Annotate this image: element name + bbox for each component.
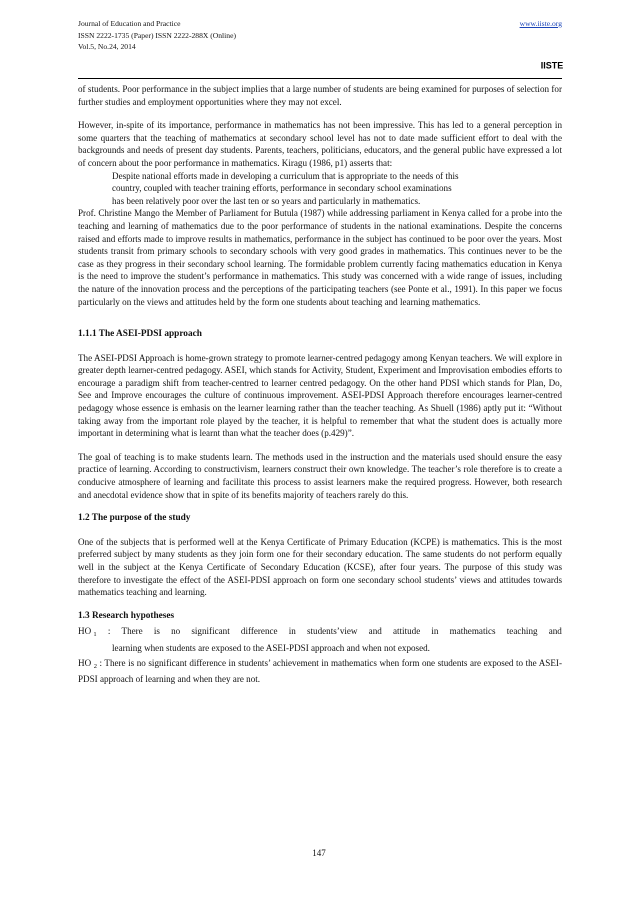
page-number: 147 xyxy=(312,848,326,858)
hypothesis-1-lead-line: HO $_1$ : There is no significant difference in students’view and attitude in mathematics teaching and xyxy=(78,625,562,642)
journal-name: Journal of Education and Practice xyxy=(78,19,181,28)
article-body xyxy=(78,83,562,686)
journal-volume: Vol.5, No.24, 2014 xyxy=(78,42,136,51)
paragraph: The goal of teaching is to make students learn. The methods used in the instruction and the materials used should ensure the easy practice of learning. According to constructivism, learners construct their own knowledge. The teacher’s role therefore is to create a conducive atmosphere of learning and facilitate this process to assist learners make the required progress. However, both research and anecdotal evidence show that in spite of its benefits majority of teachers rarely do this. xyxy=(78,451,562,500)
quote-line: Despite national efforts made in developing a curriculum that is appropriate to the needs of this xyxy=(112,170,459,181)
hypothesis-2-text: : There is no significant difference in students’ achievement in mathematics when form one students are exposed to the ASEI-PDSI approach of learning and when they are not. xyxy=(78,657,562,685)
hypothesis-label: HO $_2$ xyxy=(78,657,97,670)
paragraph: of students. Poor performance in the subject implies that a large number of students are being examined for purposes of selection for further studies and employment opportunities where they may not excel. xyxy=(78,84,562,107)
quote-line: has been relatively poor over the last ten or so years and particularly in mathematics. xyxy=(112,195,421,206)
paragraph: Prof. Christine Mango the Member of Parliament for Butula (1987) while addressing parliament in Kenya called for a probe into the teaching and learning of mathematics due to the poor performance of students in the national examinations. Despite the concerns raised and efforts made to improve results in mathematics, performance in the subject has continued to be poor over the years. Most students transit from primary schools to secondary schools with very good grades in mathematics. This continues never to be the case as they progress in their secondary school learning. The formidable problem currently facing mathematics education in Kenya is the need to improve the student’s performance in mathematics. This study was concerned with a wide range of issues, including the nature of the innovation process and the perceptions of the participating teachers (see Ponte et al., 1991). In this paper we focus particularly on the views and attitudes held by the form one students about teaching and learning mathematics. xyxy=(78,208,562,307)
hypothesis-1-continuation: learning when students are exposed to the ASEI-PDSI approach and when not exposed. xyxy=(112,642,430,653)
paragraph: However, in-spite of its importance, performance in mathematics has not been impressive. This has led to a general perception in some quarters that the teaching of mathematics at secondary school level has not to date made sufficient effort to deal with the backgrounds and needs of present day students. Parents, teachers, politicians, educators, and the general public have expressed a lot of concern about the poor performance in mathematics. Kiragu (1986, p1) asserts that: xyxy=(78,120,562,168)
journal-issn: ISSN 2222-1735 (Paper) ISSN 2222-288X (Online) xyxy=(78,30,236,40)
section-heading: 1.1.1 The ASEI-PDSI approach xyxy=(78,329,202,340)
hypothesis-label: HO $_1$ xyxy=(78,626,97,639)
journal-url-link[interactable]: www.iiste.org xyxy=(519,19,562,28)
quote-line: country, coupled with teacher training efforts, performance in secondary school examinations xyxy=(112,183,452,194)
hypothesis-1 xyxy=(78,625,562,654)
header-rule xyxy=(78,78,562,79)
paragraph: The ASEI-PDSI Approach is home-grown strategy to promote learner-centred pedagogy among Kenyan teachers. We will explore in greater depth learner-centred pedagogy. ASEI, which stands for Activity, Student, Experiment and Improvisation embodies efforts to encourage a paradigm shift from teacher-centred to learner centred pedagogy. On the other hand PDSI which stands for Plan, Do, See and Improve encourages the culture of continuous improvement. ASEI-PDSI Approach therefore encourages learner-centred pedagogy whose essence is emhasis on the learner learning rather than the teacher teaching. As Shuell (1986) aptly put it: “Without taking away from the important role played by the teacher, it is helpful to remember that what the student does is actually more important in determining what is learnt than what the teacher does (p.429)”. xyxy=(78,352,562,439)
iiste-logo-icon xyxy=(541,56,563,72)
section-heading: 1.3 Research hypotheses xyxy=(78,610,175,621)
logo-text: IISTE xyxy=(541,60,563,71)
block-quote xyxy=(112,170,532,208)
page-header xyxy=(78,18,562,53)
paragraph: One of the subjects that is performed well at the Kenya Certificate of Primary Education (KCPE) is mathematics. This is the most preferred subject by many students as they join form one for their secondary education. The same students do not perform equally well in the subject at the Kenya Certificate of Secondary Education (KCSE), after four years. The purpose of this study was therefore to investigate the effect of the ASEI-PDSI approach on form one secondary school students’ views and attitudes towards mathematics teaching and learning. xyxy=(78,536,562,598)
hypothesis-2 xyxy=(78,657,562,686)
section-heading: 1.2 The purpose of the study xyxy=(78,513,191,524)
